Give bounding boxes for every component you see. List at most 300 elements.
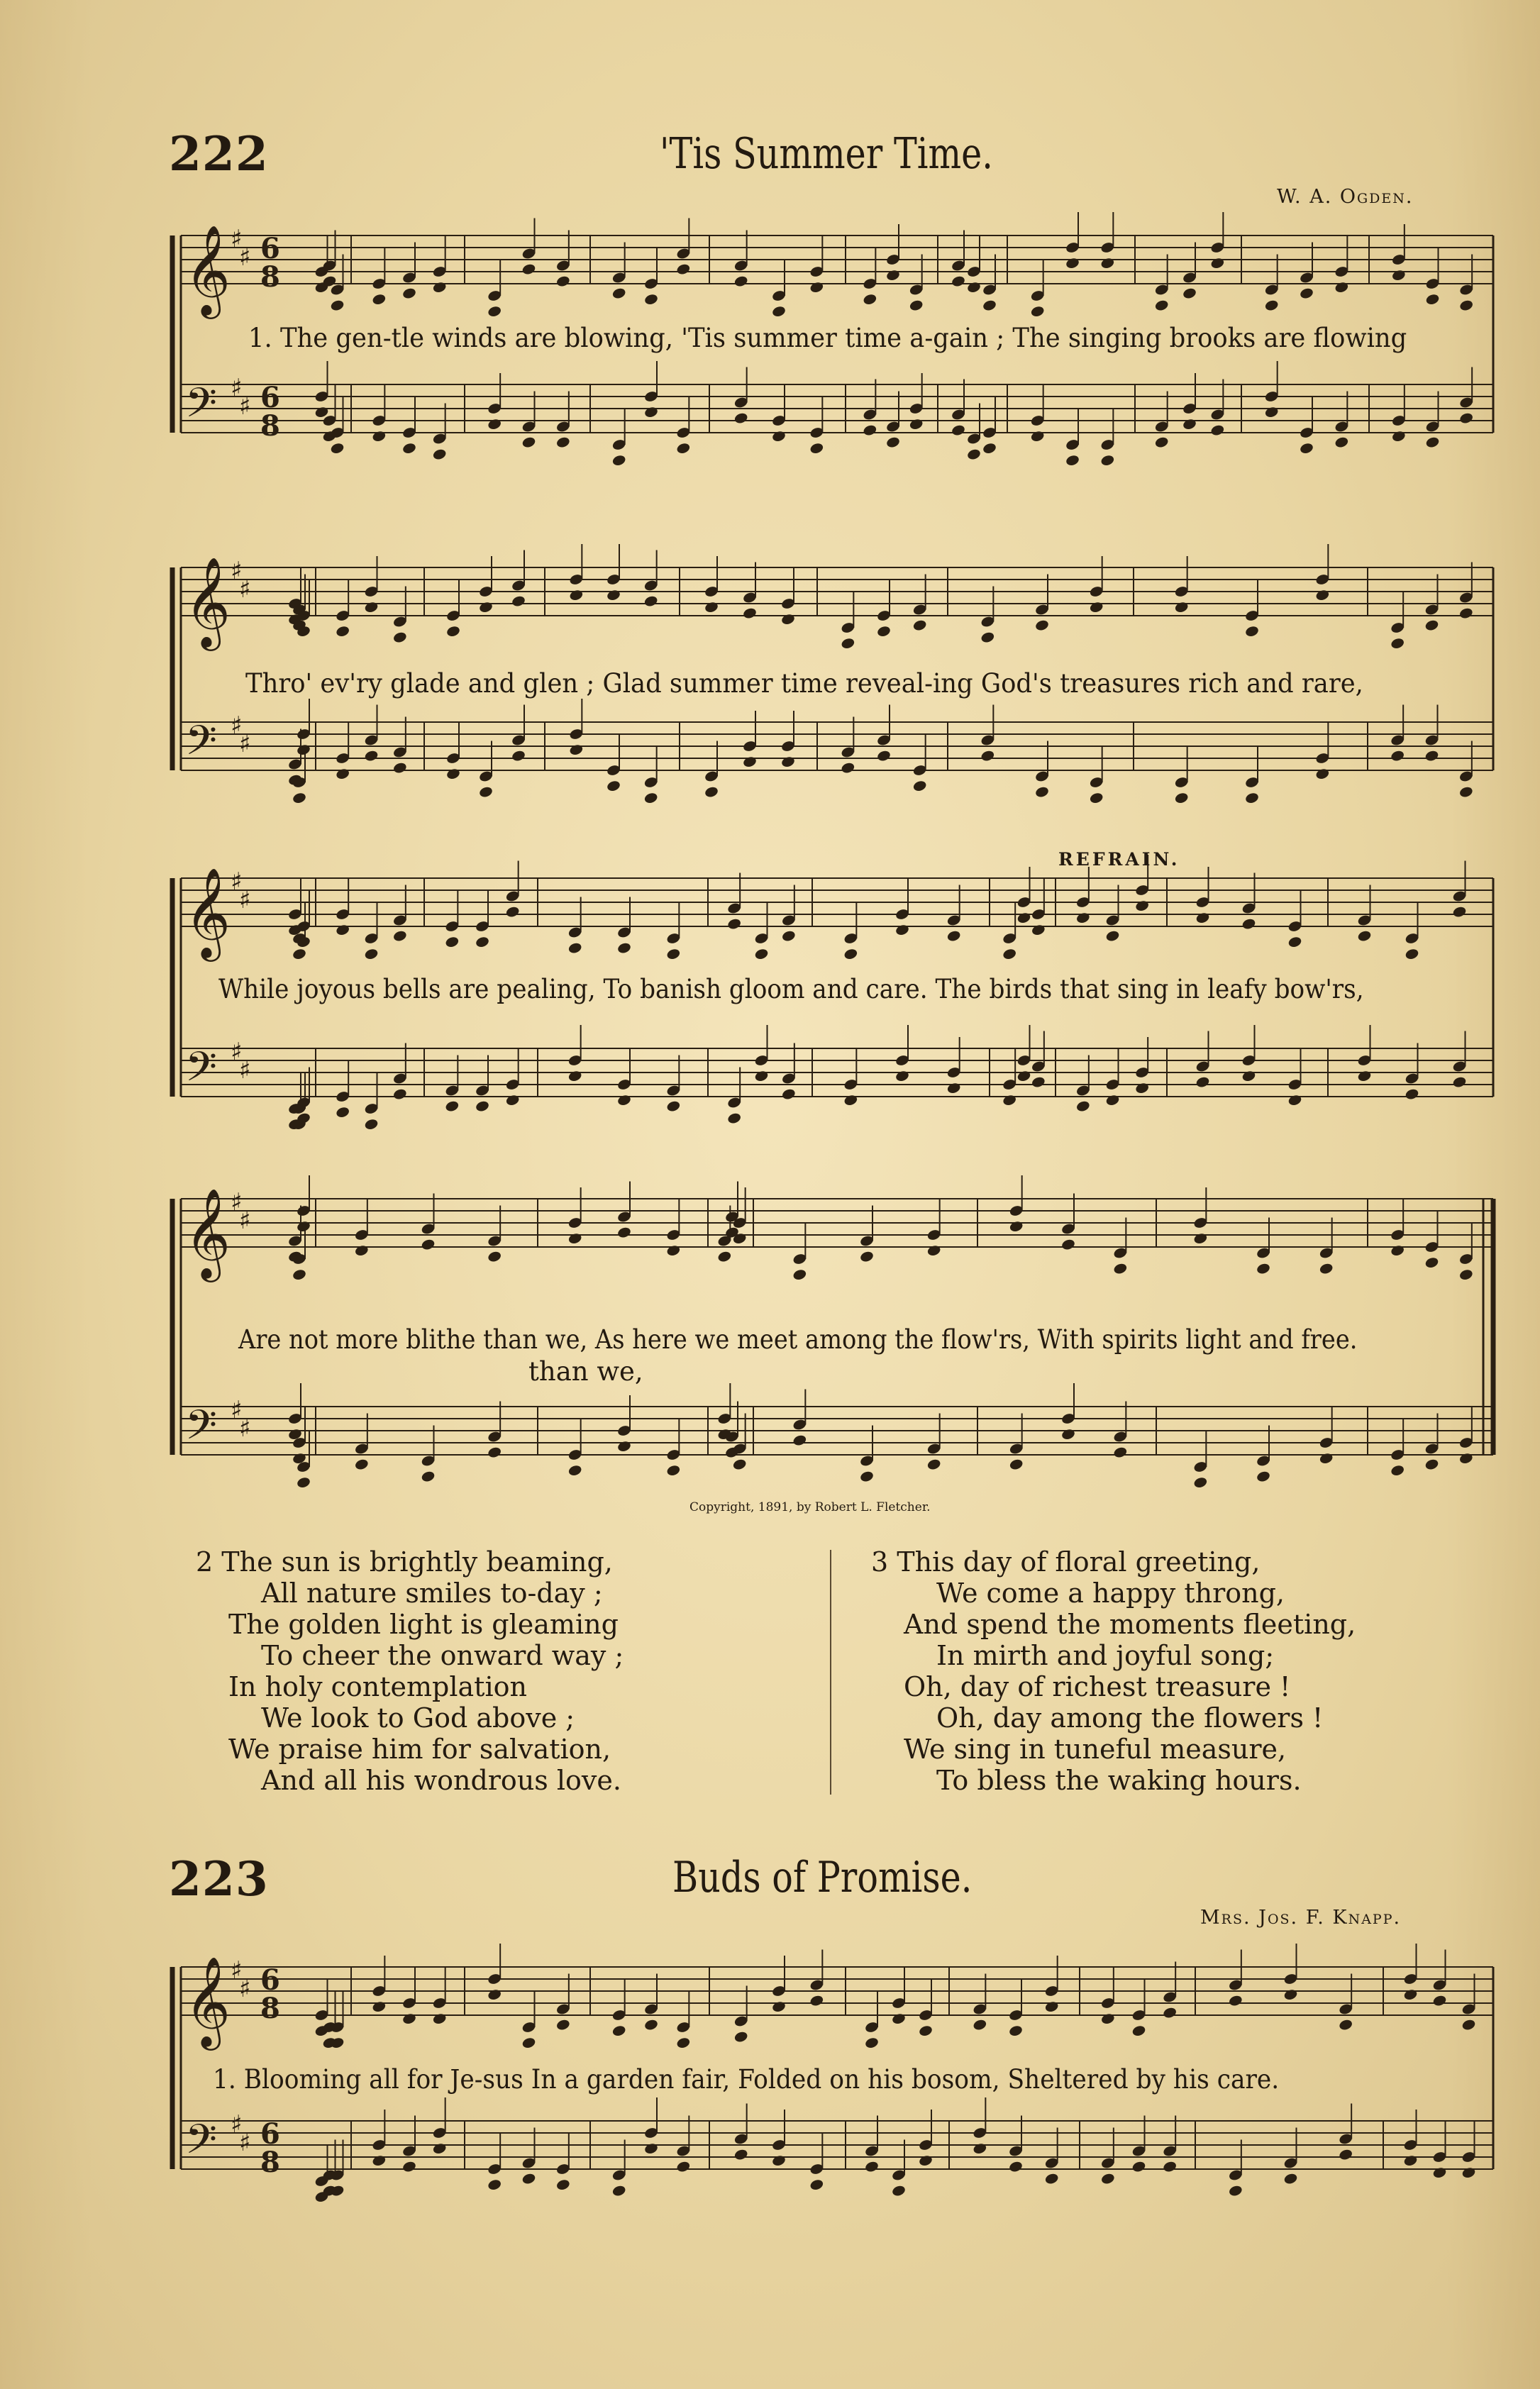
- note-head: [894, 924, 909, 936]
- sharp-icon: ♯: [239, 1975, 251, 2003]
- note-head: [1065, 454, 1080, 467]
- note-head: [1357, 1070, 1372, 1082]
- sharp-icon: ♯: [231, 2110, 243, 2139]
- note-head: [432, 2012, 447, 2025]
- note-head: [885, 269, 900, 282]
- note-head: [1044, 2000, 1059, 2013]
- note-head: [809, 281, 824, 294]
- note-head: [859, 1470, 874, 1482]
- sharp-icon: ♯: [231, 225, 243, 253]
- note-head: [1031, 1075, 1046, 1088]
- note-head: [864, 2036, 879, 2049]
- note-head: [894, 1070, 909, 1082]
- note-head: [781, 1087, 796, 1100]
- verse-line: 3 This day of floral greeting,: [871, 1546, 1261, 1578]
- sharp-icon: ♯: [239, 392, 251, 421]
- note-head: [1390, 749, 1405, 762]
- note-head: [1195, 911, 1210, 924]
- sharp-icon: ♯: [231, 868, 243, 896]
- note-head: [478, 601, 493, 614]
- note-head: [1100, 2012, 1115, 2025]
- note-head: [676, 2160, 691, 2173]
- note-head: [1405, 948, 1419, 960]
- note-head: [1134, 899, 1149, 912]
- note-head: [1424, 749, 1439, 762]
- note-head: [1030, 430, 1045, 443]
- note-head: [505, 905, 520, 918]
- note-head: [1182, 287, 1197, 299]
- note-head: [1113, 1446, 1128, 1458]
- note-head: [616, 941, 631, 954]
- note-head: [487, 418, 502, 431]
- note-head: [912, 780, 927, 792]
- verse-line: To cheer the onward way ;: [261, 1640, 624, 1671]
- note-head: [771, 2154, 786, 2167]
- time-signature: 6: [260, 2117, 280, 2151]
- note-head: [1287, 936, 1302, 948]
- hymn-number: 223: [169, 1851, 269, 1907]
- note-head: [1113, 1262, 1128, 1275]
- note-head: [780, 613, 795, 626]
- treble-clef-icon: 𝄞: [184, 1956, 231, 2046]
- note-head: [1256, 1470, 1270, 1482]
- note-head: [1241, 917, 1256, 930]
- note-head: [1391, 430, 1406, 443]
- note-head: [432, 281, 447, 294]
- note-head: [1338, 2018, 1353, 2031]
- hymn-title: 'Tis Summer Time.: [660, 129, 993, 179]
- note-head: [1002, 1094, 1016, 1107]
- note-head: [1016, 1070, 1031, 1082]
- note-head: [364, 948, 379, 960]
- note-head: [1162, 2006, 1177, 2019]
- note-head: [611, 2024, 626, 2037]
- verse-line: To bless the waking hours.: [936, 1765, 1302, 1796]
- note-head: [732, 1458, 747, 1470]
- note-head: [1162, 2160, 1177, 2173]
- refrain-label: REFRAIN.: [1058, 849, 1180, 870]
- note-head: [364, 601, 379, 614]
- note-head: [372, 2154, 387, 2167]
- note-head: [1338, 2148, 1353, 2161]
- note-head: [487, 2178, 502, 2191]
- sharp-icon: ♯: [231, 1038, 243, 1066]
- note-head: [733, 2148, 748, 2161]
- note-head: [487, 1250, 502, 1263]
- sharp-icon: ♯: [239, 886, 251, 914]
- note-head: [487, 1446, 502, 1458]
- note-head: [1425, 436, 1440, 448]
- note-head: [296, 743, 311, 756]
- note-head: [792, 1434, 807, 1446]
- note-head: [1264, 406, 1279, 419]
- copyright: Copyright, 1891, by Robert L. Fletcher.: [689, 1500, 931, 1514]
- note-head: [521, 262, 536, 275]
- sharp-icon: ♯: [231, 1188, 243, 1216]
- note-head: [1461, 2018, 1476, 2031]
- verse-line: Oh, day of richest treasure !: [904, 1671, 1291, 1702]
- time-signature: 8: [260, 260, 280, 294]
- note-head: [487, 305, 502, 318]
- note-head: [1034, 785, 1049, 798]
- note-head: [1432, 2166, 1447, 2179]
- note-head: [1100, 2172, 1115, 2185]
- note-head: [1390, 1244, 1405, 1257]
- note-head: [1461, 2166, 1476, 2179]
- note-head: [1008, 2024, 1023, 2037]
- note-head: [754, 948, 769, 960]
- treble-clef-icon: 𝄞: [184, 867, 231, 958]
- sharp-icon: ♯: [239, 1056, 251, 1085]
- note-head: [643, 594, 658, 607]
- note-head: [1210, 257, 1225, 270]
- sharp-icon: ♯: [231, 1956, 243, 1985]
- note-head: [432, 2142, 447, 2155]
- note-head: [676, 262, 691, 275]
- bass-clef-icon: 𝄢: [185, 379, 218, 437]
- sharp-icon: ♯: [239, 1207, 251, 1235]
- note-head: [1100, 257, 1115, 270]
- note-head: [1390, 637, 1405, 650]
- note-head: [1319, 1262, 1334, 1275]
- note-head: [445, 936, 460, 948]
- verse-line: And all his wondrous love.: [261, 1765, 621, 1796]
- composer: W. A. Ogden.: [1277, 186, 1414, 208]
- lyric-line-1: 1. The gen-tle winds are blowing, 'Tis summer time a-gain ; The singing brooks are flowing: [248, 323, 1407, 353]
- note-head: [876, 625, 891, 638]
- note-head: [478, 785, 493, 798]
- note-head: [1228, 1994, 1243, 2007]
- note-head: [521, 2172, 536, 2185]
- note-head: [475, 1099, 489, 1112]
- note-head: [754, 1070, 769, 1082]
- note-head: [864, 2160, 879, 2173]
- note-head: [980, 749, 995, 762]
- note-head: [1134, 1082, 1149, 1094]
- note-head: [951, 275, 965, 287]
- note-head: [606, 780, 621, 792]
- note-head: [616, 1440, 631, 1453]
- verse-line: We look to God above ;: [261, 1702, 575, 1734]
- note-head: [1089, 792, 1104, 804]
- note-head: [1458, 411, 1473, 424]
- time-signature: 6: [260, 232, 280, 265]
- note-head: [611, 2184, 626, 2197]
- note-head: [1452, 905, 1467, 918]
- note-head: [980, 631, 995, 643]
- note-head: [1174, 792, 1189, 804]
- note-head: [432, 448, 447, 460]
- note-head: [335, 625, 350, 638]
- note-head: [521, 436, 536, 448]
- sharp-icon: ♯: [239, 1414, 251, 1443]
- note-head: [401, 2012, 416, 2025]
- note-head: [771, 430, 786, 443]
- note-head: [392, 929, 407, 942]
- note-head: [1357, 929, 1372, 942]
- note-head: [666, 948, 681, 960]
- note-head: [1334, 436, 1349, 448]
- lyric-echo: than we,: [528, 1356, 643, 1387]
- note-head: [1193, 1232, 1208, 1245]
- note-head: [966, 448, 981, 460]
- note-head: [912, 619, 927, 631]
- note-head: [726, 1112, 741, 1124]
- note-head: [1403, 2154, 1418, 2167]
- verse-line: The golden light is gleaming: [228, 1609, 619, 1640]
- verse-line: And spend the moments fleeting,: [904, 1609, 1356, 1640]
- note-head: [733, 411, 748, 424]
- note-head: [1244, 625, 1259, 638]
- bass-clef-icon: 𝄢: [185, 1043, 218, 1101]
- note-head: [1315, 589, 1330, 602]
- lyric-line-4: Are not more blithe than we, As here we meet among the flow'rs, With spirits light and free.: [238, 1324, 1358, 1355]
- note-head: [982, 299, 997, 311]
- verse-line: 2 The sun is brightly beaming,: [196, 1546, 613, 1578]
- note-head: [555, 2178, 570, 2191]
- note-head: [843, 948, 858, 960]
- note-head: [392, 761, 407, 774]
- verse-line: In holy contemplation: [228, 1671, 527, 1702]
- bass-clef-icon: 𝄢: [185, 716, 218, 775]
- note-head: [372, 430, 387, 443]
- note-head: [616, 1226, 631, 1238]
- sharp-icon: ♯: [239, 730, 251, 758]
- note-head: [1432, 1994, 1447, 2007]
- note-head: [1210, 423, 1225, 436]
- note-head: [567, 1464, 582, 1477]
- sharp-icon: ♯: [231, 374, 243, 402]
- note-head: [1009, 1220, 1024, 1233]
- note-head: [643, 2018, 658, 2031]
- time-signature: 8: [260, 1992, 280, 2025]
- note-head: [918, 2024, 933, 2037]
- note-head: [511, 749, 526, 762]
- verse-line: In mirth and joyful song;: [936, 1640, 1275, 1671]
- note-head: [926, 1458, 941, 1470]
- note-head: [392, 631, 407, 643]
- note-head: [292, 948, 306, 960]
- note-head: [1075, 1099, 1090, 1112]
- note-head: [1016, 911, 1031, 924]
- note-head: [364, 749, 379, 762]
- note-head: [704, 785, 719, 798]
- note-head: [567, 941, 582, 954]
- note-head: [841, 637, 855, 650]
- note-head: [567, 1070, 582, 1082]
- note-head: [1060, 1238, 1075, 1251]
- bass-clef-icon: 𝄢: [185, 2115, 218, 2173]
- lyric-line-3: While joyous bells are pealing, To banish gloom and care. The birds that sing in leafy bow'rs,: [218, 974, 1364, 1004]
- note-head: [704, 601, 719, 614]
- note-head: [606, 589, 621, 602]
- note-head: [421, 1238, 436, 1251]
- note-head: [809, 2178, 824, 2191]
- note-head: [1299, 287, 1314, 299]
- lyric-line-1: 1. Blooming all for Je-sus In a garden fair, Folded on his bosom, Sheltered by his care.: [213, 2064, 1280, 2095]
- verse-line: We come a happy throng,: [936, 1578, 1285, 1609]
- verse-line: We praise him for salvation,: [228, 1734, 611, 1765]
- note-head: [666, 1244, 681, 1257]
- note-head: [666, 1464, 681, 1477]
- note-head: [1405, 1087, 1419, 1100]
- note-head: [676, 442, 691, 455]
- note-head: [335, 1106, 350, 1119]
- note-head: [445, 625, 460, 638]
- treble-clef-icon: 𝄞: [184, 224, 231, 315]
- note-head: [1287, 1094, 1302, 1107]
- note-head: [1131, 2160, 1146, 2173]
- note-head: [1391, 269, 1406, 282]
- note-head: [487, 1988, 502, 2001]
- note-head: [354, 1458, 369, 1470]
- note-head: [1154, 299, 1169, 311]
- note-head: [1283, 2172, 1298, 2185]
- note-head: [1174, 601, 1189, 614]
- note-head: [733, 2030, 748, 2043]
- note-head: [569, 743, 584, 756]
- note-head: [946, 929, 961, 942]
- sharp-icon: ♯: [231, 557, 243, 585]
- note-head: [1105, 1094, 1120, 1107]
- note-head: [616, 1094, 631, 1107]
- note-head: [1458, 1268, 1473, 1281]
- note-head: [364, 1118, 379, 1131]
- note-head: [335, 767, 350, 780]
- note-head: [1031, 924, 1046, 936]
- note-head: [717, 1250, 732, 1263]
- sharp-icon: ♯: [239, 243, 251, 272]
- time-signature: 8: [260, 2146, 280, 2179]
- note-head: [643, 792, 658, 804]
- note-head: [909, 299, 924, 311]
- note-head: [891, 2012, 906, 2025]
- note-head: [296, 1220, 311, 1233]
- note-head: [1458, 606, 1473, 619]
- note-head: [1075, 911, 1090, 924]
- note-head: [1299, 442, 1314, 455]
- note-head: [1009, 1458, 1024, 1470]
- note-head: [643, 2142, 658, 2155]
- note-head: [1424, 1256, 1439, 1269]
- note-head: [1100, 454, 1115, 467]
- note-head: [909, 418, 924, 431]
- note-head: [475, 936, 489, 948]
- note-head: [330, 299, 345, 311]
- sharp-icon: ♯: [239, 575, 251, 604]
- note-head: [1424, 619, 1439, 631]
- hymn-number: 222: [169, 126, 269, 182]
- verse-line: All nature smiles to-day ;: [261, 1578, 603, 1609]
- note-head: [1182, 418, 1197, 431]
- note-head: [401, 2160, 416, 2173]
- note-head: [859, 1250, 874, 1263]
- note-head: [863, 423, 877, 436]
- note-head: [567, 1232, 582, 1245]
- note-head: [611, 287, 626, 299]
- note-head: [982, 442, 997, 455]
- note-head: [555, 436, 570, 448]
- lyric-line-2: Thro' ev'ry glade and glen ; Glad summer time reveal-ing God's treasures rich and rare,: [245, 668, 1363, 699]
- note-head: [676, 2036, 691, 2049]
- note-head: [335, 924, 350, 936]
- note-head: [1008, 2160, 1023, 2173]
- note-head: [372, 293, 387, 306]
- note-head: [891, 2184, 906, 2197]
- time-signature: 8: [260, 409, 280, 443]
- composer: Mrs. Jos. F. Knapp.: [1200, 1907, 1402, 1929]
- verse-2: [196, 1546, 624, 1796]
- note-head: [966, 281, 981, 294]
- note-head: [1458, 1452, 1473, 1465]
- note-head: [742, 755, 757, 768]
- note-head: [1131, 2024, 1146, 2037]
- note-head: [1195, 1075, 1210, 1088]
- sharp-icon: ♯: [239, 2129, 251, 2157]
- note-head: [421, 1470, 436, 1482]
- note-head: [354, 1244, 369, 1257]
- note-head: [1044, 2172, 1059, 2185]
- note-head: [1030, 305, 1045, 318]
- sharp-icon: ♯: [231, 711, 243, 740]
- note-head: [1065, 257, 1080, 270]
- note-head: [926, 1244, 941, 1257]
- note-head: [392, 1087, 407, 1100]
- note-head: [946, 1082, 961, 1094]
- note-head: [1105, 929, 1120, 942]
- note-head: [1154, 436, 1169, 448]
- note-head: [951, 423, 965, 436]
- note-head: [973, 2018, 987, 2031]
- note-head: [296, 1476, 311, 1489]
- bass-clef-icon: 𝄢: [185, 1401, 218, 1459]
- note-head: [1424, 1458, 1439, 1470]
- note-head: [1193, 1476, 1208, 1489]
- note-head: [726, 917, 741, 930]
- note-head: [569, 589, 584, 602]
- verse-line: We sing in tuneful measure,: [904, 1734, 1287, 1765]
- note-head: [918, 2154, 933, 2167]
- note-head: [555, 275, 570, 287]
- note-head: [1452, 1075, 1467, 1088]
- note-head: [876, 749, 891, 762]
- column-divider: [830, 1550, 831, 1795]
- note-head: [401, 442, 416, 455]
- note-head: [885, 436, 900, 448]
- note-head: [1241, 1070, 1256, 1082]
- note-head: [1425, 293, 1440, 306]
- note-head: [792, 1268, 807, 1281]
- verse-3: [871, 1546, 1356, 1796]
- note-head: [445, 1099, 460, 1112]
- note-head: [643, 293, 658, 306]
- note-head: [1334, 281, 1349, 294]
- note-head: [1315, 767, 1330, 780]
- treble-clef-icon: 𝄞: [184, 556, 231, 647]
- note-head: [973, 2142, 987, 2155]
- note-head: [511, 594, 526, 607]
- time-signature: 6: [260, 381, 280, 414]
- note-head: [1089, 601, 1104, 614]
- note-head: [1244, 792, 1259, 804]
- note-head: [1256, 1262, 1270, 1275]
- note-head: [445, 767, 460, 780]
- note-head: [809, 1994, 824, 2007]
- note-head: [771, 2000, 786, 2013]
- note-head: [1283, 1988, 1298, 2001]
- sharp-icon: ♯: [231, 1396, 243, 1424]
- hymn-title: Buds of Promise.: [672, 1853, 973, 1902]
